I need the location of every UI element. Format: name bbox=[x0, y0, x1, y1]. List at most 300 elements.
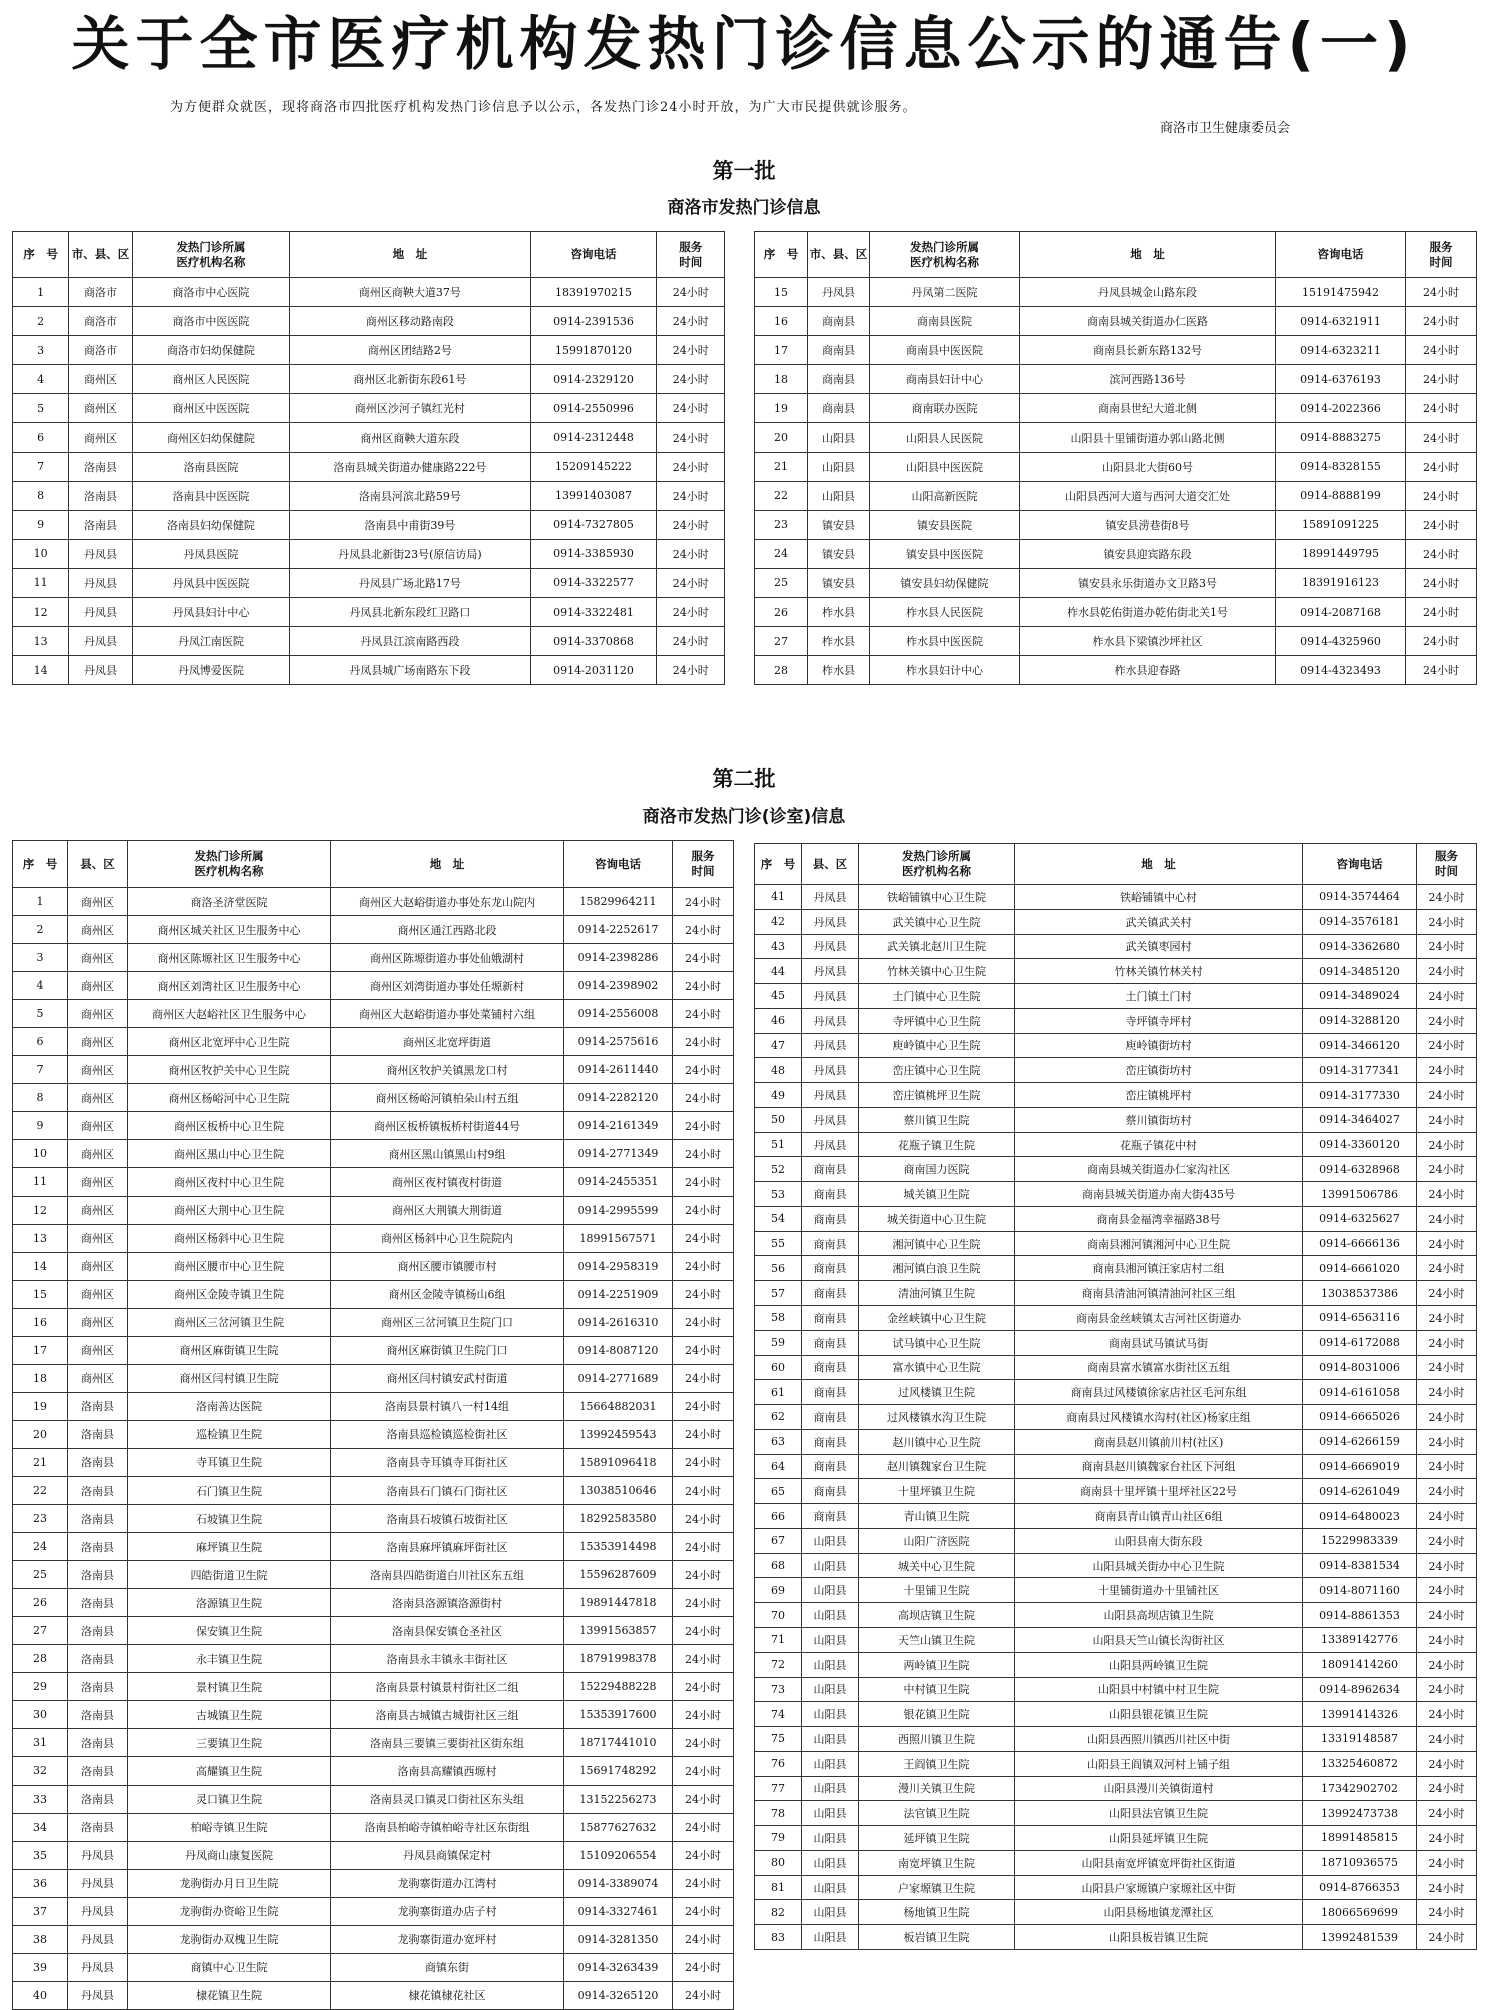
cell-phone: 0914-4325960 bbox=[1276, 627, 1406, 656]
cell-address: 峦庄镇街坊村 bbox=[1015, 1058, 1303, 1083]
cell-address: 龙驹寨街道办宽坪村 bbox=[331, 1925, 564, 1953]
cell-institution: 铁峪铺镇中心卫生院 bbox=[859, 885, 1015, 910]
cell-hours: 24小时 bbox=[673, 1701, 734, 1729]
cell-serial: 5 bbox=[13, 394, 69, 423]
batch1-table-right bbox=[754, 231, 1477, 685]
cell-hours: 24小时 bbox=[673, 1336, 734, 1364]
cell-district: 丹凤县 bbox=[802, 1008, 859, 1033]
cell-hours: 24小时 bbox=[1406, 568, 1477, 597]
cell-serial: 19 bbox=[755, 394, 808, 423]
cell-district: 商州区 bbox=[68, 1196, 128, 1224]
cell-hours: 24小时 bbox=[657, 394, 725, 423]
cell-district: 山阳县 bbox=[802, 1776, 859, 1801]
cell-serial: 37 bbox=[13, 1897, 68, 1925]
cell-hours: 24小时 bbox=[1417, 1578, 1477, 1603]
cell-phone: 13991403087 bbox=[530, 481, 657, 510]
cell-phone: 15353914498 bbox=[564, 1533, 673, 1561]
cell-district: 丹凤县 bbox=[69, 656, 132, 685]
table-row bbox=[13, 278, 725, 307]
cell-serial: 52 bbox=[755, 1157, 802, 1182]
cell-address: 镇安县迎宾路东段 bbox=[1020, 539, 1276, 568]
table-row bbox=[13, 1224, 734, 1252]
cell-institution: 商南县中医医院 bbox=[870, 336, 1020, 365]
table-row bbox=[13, 510, 725, 539]
cell-address: 商南县湘河镇湘河中心卫生院 bbox=[1015, 1231, 1303, 1256]
cell-hours: 24小时 bbox=[673, 1589, 734, 1617]
table-row bbox=[13, 1785, 734, 1813]
cell-serial: 82 bbox=[755, 1900, 802, 1925]
table-row bbox=[13, 1056, 734, 1084]
cell-address: 洛南县景村镇景村街社区二组 bbox=[331, 1673, 564, 1701]
cell-address: 洛南县永丰镇永丰街社区 bbox=[331, 1645, 564, 1673]
cell-district: 商州区 bbox=[68, 1364, 128, 1392]
cell-hours: 24小时 bbox=[1417, 1256, 1477, 1281]
cell-institution: 丹凤县中医医院 bbox=[132, 568, 290, 597]
cell-address: 山阳县板岩镇卫生院 bbox=[1015, 1925, 1303, 1950]
cell-address: 商州区北新街东段61号 bbox=[290, 365, 530, 394]
table-row bbox=[755, 1008, 1477, 1033]
cell-hours: 24小时 bbox=[673, 1448, 734, 1476]
cell-hours: 24小时 bbox=[657, 278, 725, 307]
cell-hours: 24小时 bbox=[673, 1308, 734, 1336]
cell-hours: 24小时 bbox=[1417, 1206, 1477, 1231]
cell-address: 商南县城关街道办仁医路 bbox=[1020, 307, 1276, 336]
cell-hours: 24小时 bbox=[1406, 365, 1477, 394]
cell-district: 洛南县 bbox=[68, 1392, 128, 1420]
column-header-hours: 服务 时间 bbox=[1417, 844, 1477, 885]
table-row bbox=[755, 510, 1477, 539]
cell-hours: 24小时 bbox=[1406, 510, 1477, 539]
cell-hours: 24小时 bbox=[673, 1897, 734, 1925]
table-row bbox=[755, 959, 1477, 984]
cell-district: 山阳县 bbox=[802, 1652, 859, 1677]
cell-phone: 0914-2312448 bbox=[530, 423, 657, 452]
cell-hours: 24小时 bbox=[673, 1925, 734, 1953]
cell-institution: 银花镇卫生院 bbox=[859, 1702, 1015, 1727]
cell-institution: 武关镇北赵川卫生院 bbox=[859, 934, 1015, 959]
cell-address: 商南县过风楼镇徐家店社区毛河东组 bbox=[1015, 1380, 1303, 1405]
table-row bbox=[13, 1757, 734, 1785]
cell-address: 洛南县高耀镇西塬村 bbox=[331, 1757, 564, 1785]
cell-serial: 20 bbox=[755, 423, 808, 452]
table-row bbox=[13, 1869, 734, 1897]
cell-institution: 富水镇中心卫生院 bbox=[859, 1355, 1015, 1380]
cell-phone: 0914-2398902 bbox=[564, 972, 673, 1000]
cell-institution: 商州区杨斜中心卫生院 bbox=[128, 1224, 331, 1252]
table-row bbox=[755, 1751, 1477, 1776]
cell-institution: 西照川镇卫生院 bbox=[859, 1727, 1015, 1752]
cell-serial: 34 bbox=[13, 1813, 68, 1841]
cell-serial: 35 bbox=[13, 1841, 68, 1869]
cell-serial: 27 bbox=[13, 1617, 68, 1645]
table-row bbox=[755, 984, 1477, 1009]
cell-phone: 0914-8766353 bbox=[1303, 1875, 1417, 1900]
cell-institution: 镇安县中医医院 bbox=[870, 539, 1020, 568]
cell-address: 洛南县城关街道办健康路222号 bbox=[290, 452, 530, 481]
table-row bbox=[13, 1000, 734, 1028]
cell-phone: 0914-2550996 bbox=[530, 394, 657, 423]
cell-address: 商州区沙河子镇红光村 bbox=[290, 394, 530, 423]
cell-serial: 10 bbox=[13, 1140, 68, 1168]
cell-serial: 81 bbox=[755, 1875, 802, 1900]
table-row bbox=[13, 1112, 734, 1140]
cell-institution: 商州区腰市中心卫生院 bbox=[128, 1252, 331, 1280]
cell-hours: 24小时 bbox=[1406, 656, 1477, 685]
cell-hours: 24小时 bbox=[1417, 1850, 1477, 1875]
table-row bbox=[13, 916, 734, 944]
cell-address: 镇安县永乐街道办文卫路3号 bbox=[1020, 568, 1276, 597]
cell-phone: 18292583580 bbox=[564, 1505, 673, 1533]
table-row bbox=[755, 1504, 1477, 1529]
column-header-district: 市、县、区 bbox=[69, 232, 132, 278]
cell-address: 洛南县四皓街道白川社区东五组 bbox=[331, 1561, 564, 1589]
cell-phone: 13038537386 bbox=[1303, 1281, 1417, 1306]
cell-phone: 0914-2771689 bbox=[564, 1364, 673, 1392]
cell-institution: 柞水县人民医院 bbox=[870, 598, 1020, 627]
cell-hours: 24小时 bbox=[1417, 1900, 1477, 1925]
table-row bbox=[755, 1281, 1477, 1306]
cell-phone: 0914-2252617 bbox=[564, 916, 673, 944]
column-header-phone: 咨询电话 bbox=[530, 232, 657, 278]
cell-address: 商南县长新东路132号 bbox=[1020, 336, 1276, 365]
cell-district: 镇安县 bbox=[808, 539, 870, 568]
cell-phone: 18066569699 bbox=[1303, 1900, 1417, 1925]
cell-district: 商南县 bbox=[802, 1182, 859, 1207]
batch2-heading: 第二批 bbox=[712, 766, 776, 791]
cell-address: 山阳县杨地镇龙潭社区 bbox=[1015, 1900, 1303, 1925]
column-header-address: 地 址 bbox=[1015, 844, 1303, 885]
cell-serial: 68 bbox=[755, 1553, 802, 1578]
cell-hours: 24小时 bbox=[673, 1953, 734, 1981]
cell-district: 镇安县 bbox=[808, 568, 870, 597]
cell-district: 商州区 bbox=[68, 1168, 128, 1196]
cell-address: 商州区陈塬街道办事处仙娥湖村 bbox=[331, 944, 564, 972]
cell-institution: 湘河镇中心卫生院 bbox=[859, 1231, 1015, 1256]
cell-serial: 15 bbox=[755, 278, 808, 307]
cell-serial: 70 bbox=[755, 1603, 802, 1628]
cell-institution: 洛南县中医医院 bbox=[132, 481, 290, 510]
cell-serial: 25 bbox=[13, 1561, 68, 1589]
cell-hours: 24小时 bbox=[657, 539, 725, 568]
table-row bbox=[755, 1528, 1477, 1553]
page-title: 关于全市医疗机构发热门诊信息公示的通告(一) bbox=[71, 10, 1417, 78]
cell-hours: 24小时 bbox=[1417, 1553, 1477, 1578]
table-row bbox=[755, 1454, 1477, 1479]
cell-address: 商南县富水镇富水街社区五组 bbox=[1015, 1355, 1303, 1380]
cell-phone: 0914-3576181 bbox=[1303, 909, 1417, 934]
cell-institution: 赵川镇中心卫生院 bbox=[859, 1429, 1015, 1454]
table-row bbox=[13, 1813, 734, 1841]
cell-district: 洛南县 bbox=[68, 1813, 128, 1841]
cell-phone: 13319148587 bbox=[1303, 1727, 1417, 1752]
table-row bbox=[755, 1058, 1477, 1083]
cell-phone: 0914-3322577 bbox=[530, 568, 657, 597]
cell-serial: 11 bbox=[13, 568, 69, 597]
cell-serial: 27 bbox=[755, 627, 808, 656]
cell-institution: 山阳高新医院 bbox=[870, 481, 1020, 510]
cell-institution: 洛源镇卫生院 bbox=[128, 1589, 331, 1617]
cell-phone: 13038510646 bbox=[564, 1476, 673, 1504]
cell-district: 商州区 bbox=[68, 888, 128, 916]
cell-district: 丹凤县 bbox=[68, 1897, 128, 1925]
cell-district: 洛南县 bbox=[68, 1533, 128, 1561]
cell-phone: 0914-6266159 bbox=[1303, 1429, 1417, 1454]
table-row bbox=[13, 394, 725, 423]
cell-hours: 24小时 bbox=[1417, 1528, 1477, 1553]
cell-address: 商南县十里坪镇十里坪社区22号 bbox=[1015, 1479, 1303, 1504]
cell-phone: 0914-8087120 bbox=[564, 1336, 673, 1364]
cell-address: 洛南县河滨北路59号 bbox=[290, 481, 530, 510]
cell-serial: 32 bbox=[13, 1757, 68, 1785]
issuing-organization: 商洛市卫生健康委员会 bbox=[1160, 121, 1291, 136]
cell-serial: 7 bbox=[13, 1056, 68, 1084]
cell-address: 镇安县涝巷街8号 bbox=[1020, 510, 1276, 539]
cell-address: 商镇东街 bbox=[331, 1953, 564, 1981]
cell-serial: 71 bbox=[755, 1627, 802, 1652]
cell-serial: 75 bbox=[755, 1727, 802, 1752]
cell-phone: 0914-6563116 bbox=[1303, 1306, 1417, 1331]
cell-hours: 24小时 bbox=[1417, 1330, 1477, 1355]
cell-district: 山阳县 bbox=[802, 1702, 859, 1727]
cell-district: 洛南县 bbox=[69, 510, 132, 539]
cell-district: 镇安县 bbox=[808, 510, 870, 539]
cell-serial: 54 bbox=[755, 1206, 802, 1231]
cell-hours: 24小时 bbox=[1417, 1008, 1477, 1033]
cell-hours: 24小时 bbox=[1417, 1776, 1477, 1801]
cell-district: 山阳县 bbox=[802, 1900, 859, 1925]
cell-institution: 武关镇中心卫生院 bbox=[859, 909, 1015, 934]
cell-address: 商州区夜村镇夜村街道 bbox=[331, 1168, 564, 1196]
cell-address: 洛南县洛源镇洛源街村 bbox=[331, 1589, 564, 1617]
cell-phone: 0914-2398286 bbox=[564, 944, 673, 972]
cell-hours: 24小时 bbox=[673, 1224, 734, 1252]
cell-phone: 18391916123 bbox=[1276, 568, 1406, 597]
column-header-institution: 发热门诊所属 医疗机构名称 bbox=[870, 232, 1020, 278]
table-row bbox=[755, 1380, 1477, 1405]
cell-address: 山阳县中村镇中村卫生院 bbox=[1015, 1677, 1303, 1702]
table-row bbox=[755, 1801, 1477, 1826]
cell-institution: 丹凤江南医院 bbox=[132, 627, 290, 656]
cell-hours: 24小时 bbox=[673, 1392, 734, 1420]
cell-address: 商州区团结路2号 bbox=[290, 336, 530, 365]
cell-phone: 0914-6261049 bbox=[1303, 1479, 1417, 1504]
cell-address: 商南县金丝峡镇太吉河社区街道办 bbox=[1015, 1306, 1303, 1331]
cell-district: 商州区 bbox=[68, 1140, 128, 1168]
cell-institution: 峦庄镇中心卫生院 bbox=[859, 1058, 1015, 1083]
cell-hours: 24小时 bbox=[657, 452, 725, 481]
cell-phone: 13991414326 bbox=[1303, 1702, 1417, 1727]
table-row bbox=[755, 1157, 1477, 1182]
table-row bbox=[13, 481, 725, 510]
cell-address: 寺坪镇寺坪村 bbox=[1015, 1008, 1303, 1033]
cell-serial: 14 bbox=[13, 656, 69, 685]
cell-institution: 石坡镇卫生院 bbox=[128, 1505, 331, 1533]
cell-phone: 0914-2575616 bbox=[564, 1028, 673, 1056]
cell-phone: 13152256273 bbox=[564, 1785, 673, 1813]
cell-address: 商南县过风楼镇水沟村(社区)杨家庄组 bbox=[1015, 1405, 1303, 1430]
cell-phone: 0914-2616310 bbox=[564, 1308, 673, 1336]
cell-phone: 18791998378 bbox=[564, 1645, 673, 1673]
cell-district: 洛南县 bbox=[68, 1673, 128, 1701]
cell-hours: 24小时 bbox=[673, 1533, 734, 1561]
table-row bbox=[755, 1925, 1477, 1950]
cell-address: 滨河西路136号 bbox=[1020, 365, 1276, 394]
table-row bbox=[13, 539, 725, 568]
cell-hours: 24小时 bbox=[1406, 423, 1477, 452]
cell-institution: 柞水县中医医院 bbox=[870, 627, 1020, 656]
cell-serial: 74 bbox=[755, 1702, 802, 1727]
cell-district: 商州区 bbox=[68, 1308, 128, 1336]
cell-district: 商南县 bbox=[802, 1306, 859, 1331]
cell-hours: 24小时 bbox=[673, 1505, 734, 1533]
cell-serial: 8 bbox=[13, 481, 69, 510]
cell-district: 洛南县 bbox=[68, 1476, 128, 1504]
table-row bbox=[755, 1900, 1477, 1925]
cell-district: 商州区 bbox=[68, 1028, 128, 1056]
cell-district: 商南县 bbox=[808, 394, 870, 423]
cell-address: 商州区金陵寺镇杨山6组 bbox=[331, 1280, 564, 1308]
cell-district: 丹凤县 bbox=[802, 959, 859, 984]
cell-hours: 24小时 bbox=[1417, 885, 1477, 910]
cell-phone: 0914-3360120 bbox=[1303, 1132, 1417, 1157]
cell-phone: 0914-4323493 bbox=[1276, 656, 1406, 685]
cell-address: 洛南县巡检镇巡检街社区 bbox=[331, 1420, 564, 1448]
cell-institution: 商南国力医院 bbox=[859, 1157, 1015, 1182]
cell-serial: 1 bbox=[13, 888, 68, 916]
cell-serial: 12 bbox=[13, 598, 69, 627]
cell-institution: 法官镇卫生院 bbox=[859, 1801, 1015, 1826]
cell-district: 柞水县 bbox=[808, 627, 870, 656]
cell-serial: 67 bbox=[755, 1528, 802, 1553]
cell-phone: 18991567571 bbox=[564, 1224, 673, 1252]
cell-hours: 24小时 bbox=[1406, 627, 1477, 656]
cell-phone: 0914-8962634 bbox=[1303, 1677, 1417, 1702]
cell-address: 丹凤县广场北路17号 bbox=[290, 568, 530, 597]
table-row bbox=[755, 1405, 1477, 1430]
cell-hours: 24小时 bbox=[1417, 1603, 1477, 1628]
cell-hours: 24小时 bbox=[673, 1476, 734, 1504]
table-row bbox=[13, 1140, 734, 1168]
cell-district: 商州区 bbox=[69, 423, 132, 452]
intro-text: 为方便群众就医，现将商洛市四批医疗机构发热门诊信息予以公示，各发热门诊24小时开放，为广大市民提供就诊服务。 bbox=[170, 100, 917, 115]
table-row bbox=[755, 394, 1477, 423]
cell-address: 商州区牧护关镇黑龙口村 bbox=[331, 1056, 564, 1084]
cell-address: 山阳县银花镇卫生院 bbox=[1015, 1702, 1303, 1727]
table-row bbox=[13, 1617, 734, 1645]
table-row bbox=[755, 1850, 1477, 1875]
table-row bbox=[755, 1578, 1477, 1603]
cell-phone: 0914-6161058 bbox=[1303, 1380, 1417, 1405]
cell-district: 商州区 bbox=[68, 1336, 128, 1364]
cell-serial: 78 bbox=[755, 1801, 802, 1826]
cell-hours: 24小时 bbox=[1417, 959, 1477, 984]
table-row bbox=[13, 1701, 734, 1729]
cell-serial: 64 bbox=[755, 1454, 802, 1479]
cell-district: 丹凤县 bbox=[68, 1981, 128, 2009]
cell-phone: 15991870120 bbox=[530, 336, 657, 365]
cell-hours: 24小时 bbox=[1417, 934, 1477, 959]
cell-hours: 24小时 bbox=[1417, 1925, 1477, 1950]
table-row bbox=[13, 1168, 734, 1196]
cell-serial: 21 bbox=[13, 1448, 68, 1476]
cell-institution: 两岭镇卫生院 bbox=[859, 1652, 1015, 1677]
cell-address: 商州区板桥镇板桥村街道44号 bbox=[331, 1112, 564, 1140]
cell-address: 洛南县麻坪镇麻坪街社区 bbox=[331, 1533, 564, 1561]
cell-serial: 53 bbox=[755, 1182, 802, 1207]
table-row bbox=[755, 1875, 1477, 1900]
table-row bbox=[13, 598, 725, 627]
cell-phone: 0914-2329120 bbox=[530, 365, 657, 394]
cell-hours: 24小时 bbox=[1417, 1107, 1477, 1132]
cell-serial: 51 bbox=[755, 1132, 802, 1157]
cell-hours: 24小时 bbox=[1417, 1306, 1477, 1331]
cell-district: 商南县 bbox=[802, 1504, 859, 1529]
cell-serial: 14 bbox=[13, 1252, 68, 1280]
cell-district: 洛南县 bbox=[68, 1701, 128, 1729]
cell-hours: 24小时 bbox=[673, 1252, 734, 1280]
cell-hours: 24小时 bbox=[1406, 394, 1477, 423]
cell-phone: 15229488228 bbox=[564, 1673, 673, 1701]
cell-institution: 古城镇卫生院 bbox=[128, 1701, 331, 1729]
batch1-heading: 第一批 bbox=[712, 158, 776, 183]
cell-hours: 24小时 bbox=[673, 1561, 734, 1589]
cell-hours: 24小时 bbox=[1417, 1355, 1477, 1380]
table-row bbox=[755, 1083, 1477, 1108]
cell-district: 丹凤县 bbox=[802, 1058, 859, 1083]
cell-serial: 17 bbox=[755, 336, 808, 365]
cell-address: 商南县城关街道办南大街435号 bbox=[1015, 1182, 1303, 1207]
cell-address: 商南县试马镇试马街 bbox=[1015, 1330, 1303, 1355]
cell-hours: 24小时 bbox=[657, 481, 725, 510]
cell-hours: 24小时 bbox=[1417, 1454, 1477, 1479]
cell-institution: 商南县医院 bbox=[870, 307, 1020, 336]
cell-phone: 0914-6328968 bbox=[1303, 1157, 1417, 1182]
cell-institution: 蔡川镇卫生院 bbox=[859, 1107, 1015, 1132]
cell-hours: 24小时 bbox=[673, 1028, 734, 1056]
cell-address: 棣花镇棣花社区 bbox=[331, 1981, 564, 2009]
table-header-row bbox=[13, 232, 725, 278]
cell-address: 商南县赵川镇魏家台社区下河组 bbox=[1015, 1454, 1303, 1479]
cell-institution: 商州区黑山中心卫生院 bbox=[128, 1140, 331, 1168]
cell-address: 商州区杨斜中心卫生院院内 bbox=[331, 1224, 564, 1252]
cell-institution: 柞水县妇计中心 bbox=[870, 656, 1020, 685]
cell-hours: 24小时 bbox=[673, 1813, 734, 1841]
cell-address: 竹林关镇竹林关村 bbox=[1015, 959, 1303, 984]
cell-hours: 24小时 bbox=[657, 510, 725, 539]
table-row bbox=[755, 1826, 1477, 1851]
cell-district: 商南县 bbox=[802, 1454, 859, 1479]
cell-institution: 丹凤第二医院 bbox=[870, 278, 1020, 307]
cell-hours: 24小时 bbox=[673, 916, 734, 944]
cell-serial: 46 bbox=[755, 1008, 802, 1033]
column-header-serial: 序 号 bbox=[13, 841, 68, 888]
cell-serial: 42 bbox=[755, 909, 802, 934]
table-row bbox=[755, 909, 1477, 934]
cell-institution: 过风楼镇卫生院 bbox=[859, 1380, 1015, 1405]
cell-district: 丹凤县 bbox=[802, 1033, 859, 1058]
table-row bbox=[13, 888, 734, 916]
table-row bbox=[755, 1479, 1477, 1504]
cell-institution: 商洛圣济堂医院 bbox=[128, 888, 331, 916]
cell-serial: 59 bbox=[755, 1330, 802, 1355]
column-header-serial: 序 号 bbox=[755, 844, 802, 885]
cell-institution: 商州区麻街镇卫生院 bbox=[128, 1336, 331, 1364]
table-row bbox=[755, 1355, 1477, 1380]
cell-district: 山阳县 bbox=[802, 1875, 859, 1900]
cell-district: 山阳县 bbox=[802, 1578, 859, 1603]
cell-address: 柞水县迎春路 bbox=[1020, 656, 1276, 685]
column-header-phone: 咨询电话 bbox=[564, 841, 673, 888]
